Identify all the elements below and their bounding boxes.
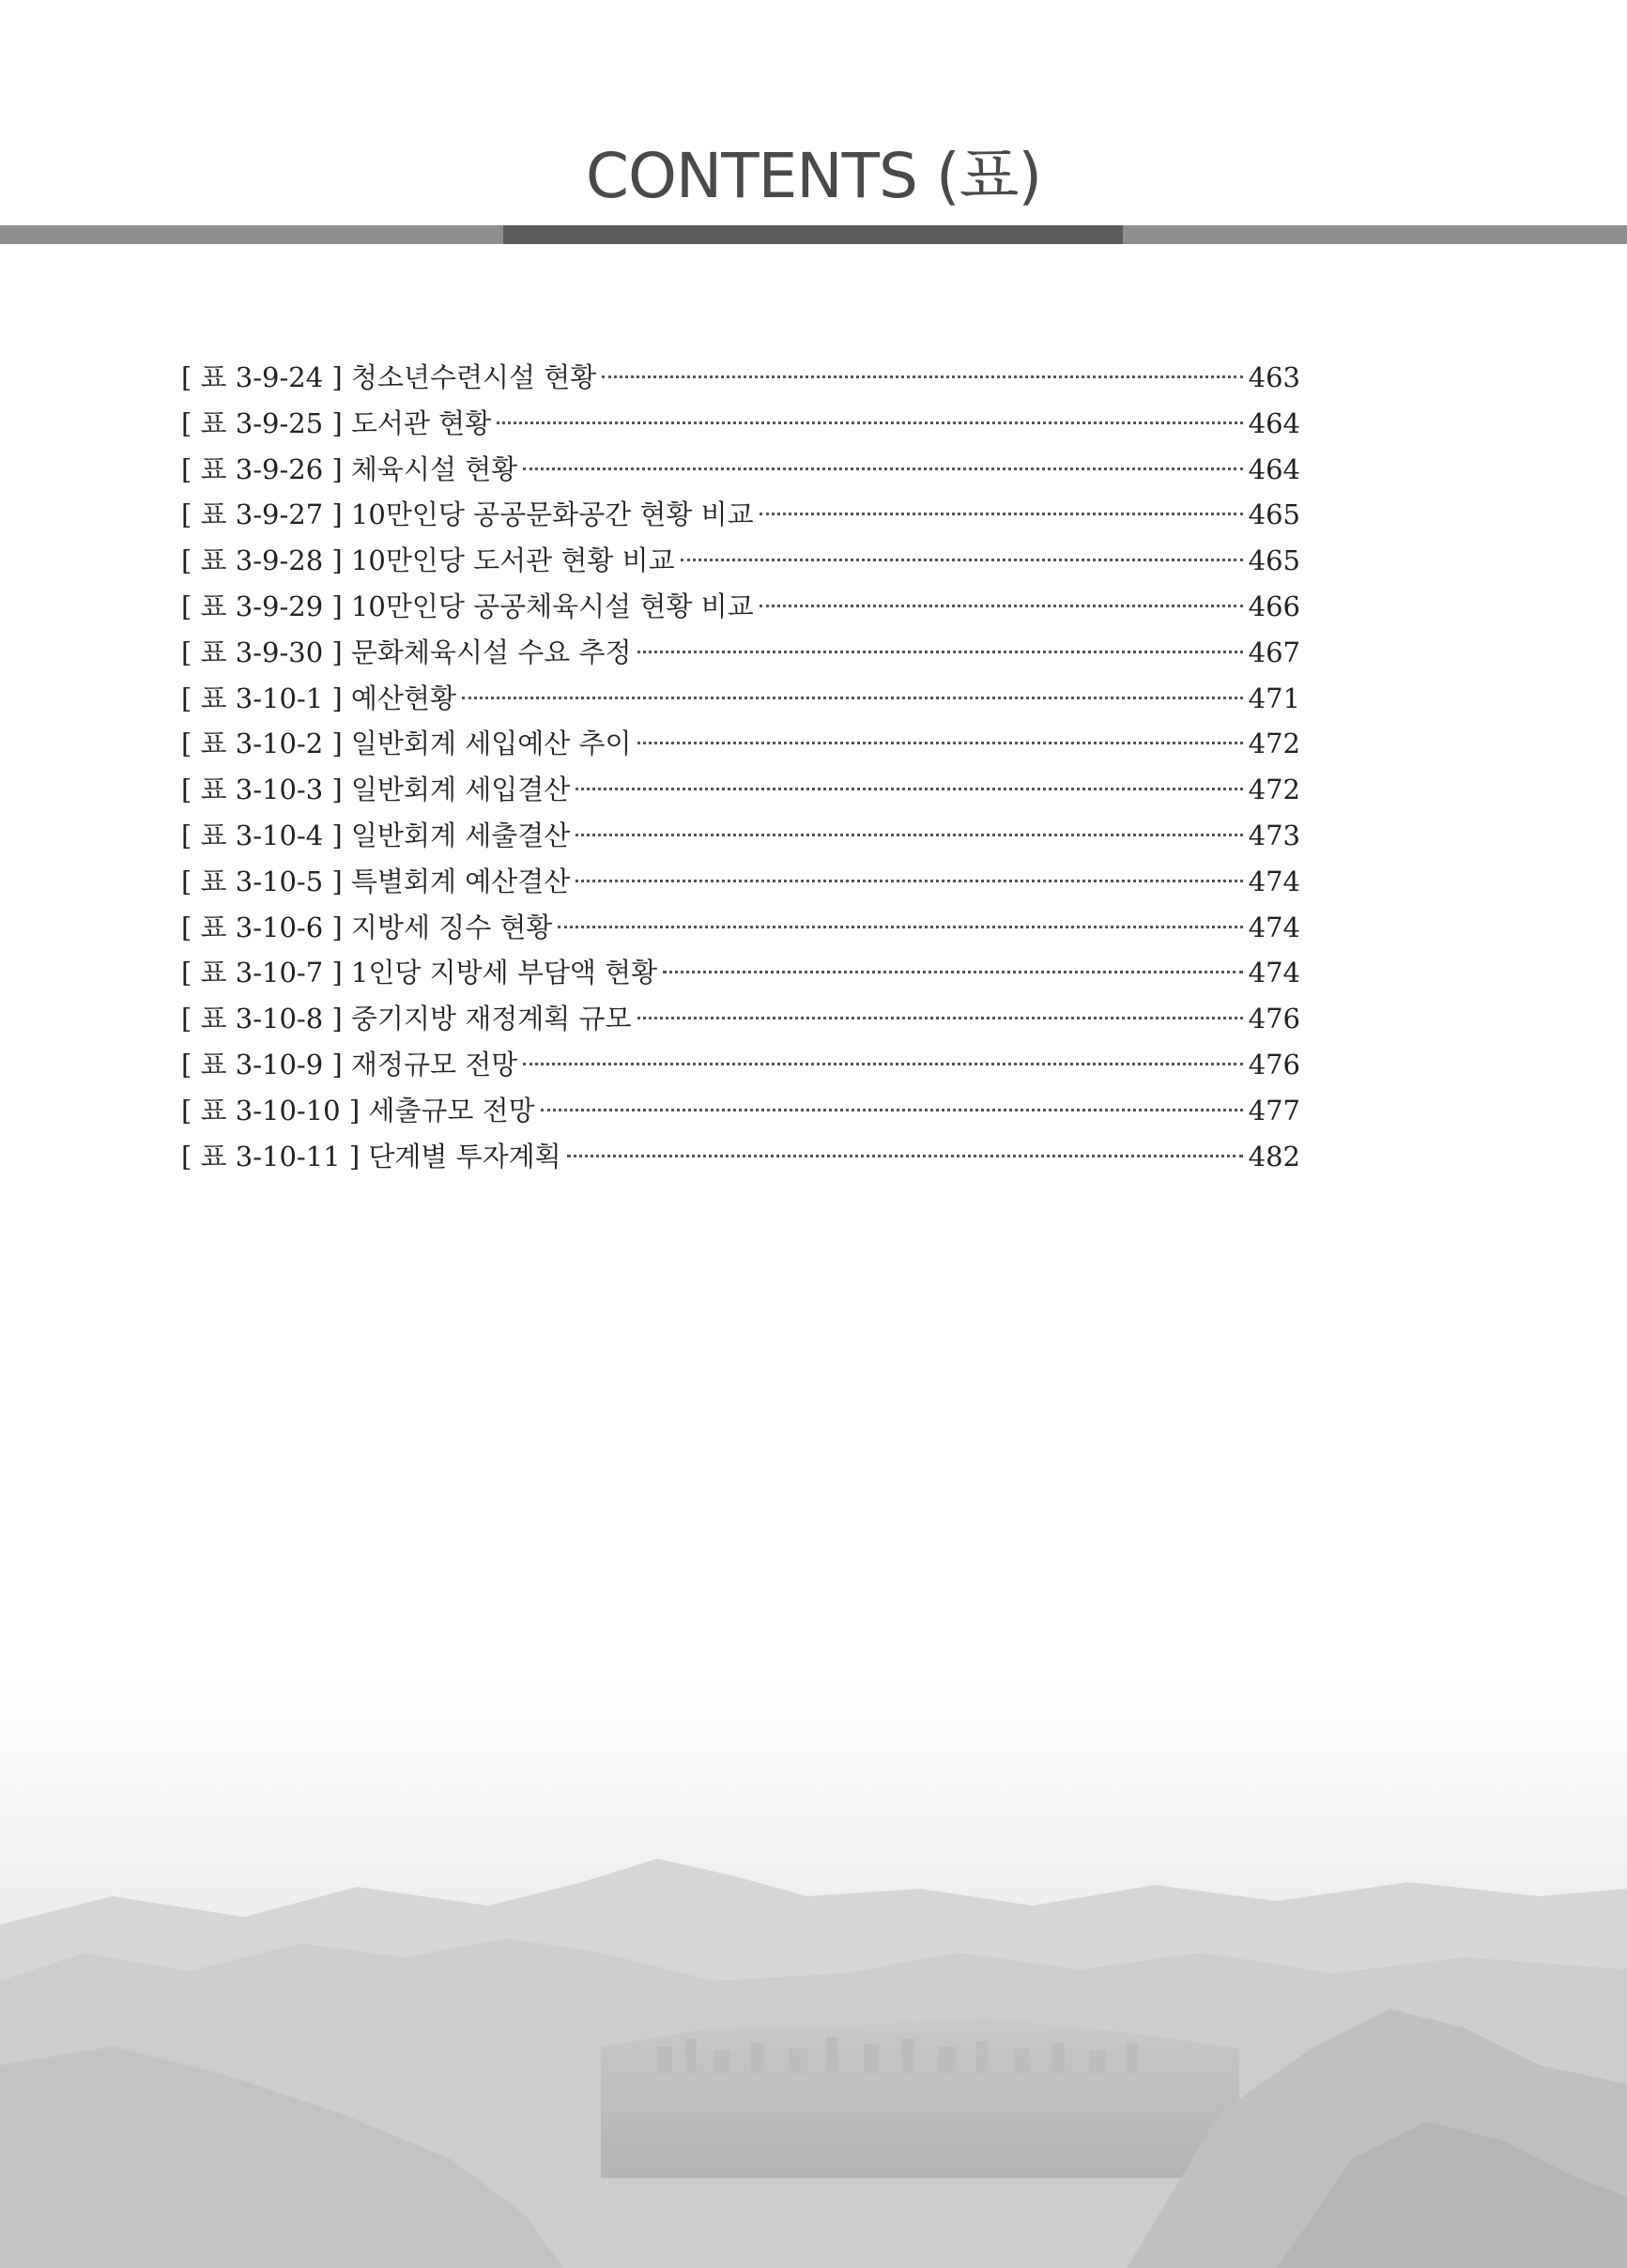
toc-entry-label: [ 표 3-10-7 ] 1인당 지방세 부담액 현황 [181, 957, 658, 989]
toc-leader-dots [523, 467, 1242, 470]
toc-entry[interactable] [181, 767, 1300, 813]
toc-entry-label: [ 표 3-10-8 ] 중기지방 재정계획 규모 [181, 1003, 632, 1035]
toc-entry-page: 472 [1248, 774, 1300, 806]
toc-entry-page: 476 [1248, 1003, 1300, 1035]
toc-entry[interactable] [181, 355, 1300, 401]
toc-entry[interactable] [181, 1088, 1300, 1134]
toc-leader-dots [637, 742, 1243, 744]
toc-entry-page: 465 [1248, 544, 1300, 577]
toc-entry-page: 472 [1248, 728, 1300, 760]
toc-entry[interactable] [181, 584, 1300, 630]
toc-entry-label: [ 표 3-10-6 ] 지방세 징수 현황 [181, 911, 553, 943]
header-divider-center [503, 225, 1123, 244]
toc-entry-page: 473 [1248, 819, 1300, 851]
toc-entry[interactable] [181, 1134, 1300, 1180]
toc-entry-page: 465 [1248, 498, 1300, 531]
background-landscape-image [0, 1671, 1627, 2268]
toc-entry-label: [ 표 3-9-24 ] 청소년수련시설 현황 [181, 361, 597, 393]
toc-entry-label: [ 표 3-9-29 ] 10만인당 공공체육시설 현황 비교 [181, 590, 754, 622]
toc-entry-page: 471 [1248, 682, 1300, 714]
toc-leader-dots [541, 1109, 1243, 1111]
toc-leader-dots [462, 697, 1243, 699]
toc-leader-dots [602, 375, 1242, 378]
toc-entry-label: [ 표 3-10-10 ] 세출규모 전망 [181, 1094, 535, 1126]
toc-entry[interactable] [181, 538, 1300, 584]
toc-entry-page: 466 [1248, 590, 1300, 622]
toc-entry-label: [ 표 3-10-5 ] 특별회계 예산결산 [181, 865, 571, 897]
toc-entry-page: 463 [1248, 361, 1300, 393]
toc-entry-page: 474 [1248, 865, 1300, 897]
header-divider-right [1123, 225, 1627, 244]
toc-entry-page: 464 [1248, 406, 1300, 439]
toc-entry-label: [ 표 3-10-1 ] 예산현황 [181, 682, 456, 714]
toc-leader-dots [567, 1155, 1243, 1157]
toc-leader-dots [681, 559, 1243, 561]
page-title: CONTENTS (표) [585, 140, 1042, 212]
toc-entry-page: 482 [1248, 1140, 1300, 1172]
toc-entry[interactable] [181, 676, 1300, 722]
toc-leader-dots [497, 421, 1242, 424]
toc-leader-dots [576, 788, 1242, 790]
toc-entry-page: 474 [1248, 911, 1300, 943]
toc-entry[interactable] [181, 905, 1300, 951]
table-of-contents [181, 355, 1300, 1179]
toc-leader-dots [637, 651, 1243, 653]
header-divider-left [0, 225, 503, 244]
toc-leader-dots [663, 971, 1242, 973]
toc-entry[interactable] [181, 813, 1300, 859]
toc-entry-label: [ 표 3-9-25 ] 도서관 현황 [181, 406, 492, 439]
toc-leader-dots [576, 880, 1242, 882]
toc-entry[interactable] [181, 492, 1300, 538]
toc-entry-page: 477 [1248, 1094, 1300, 1126]
toc-entry[interactable] [181, 447, 1300, 493]
toc-entry-label: [ 표 3-9-26 ] 체육시설 현황 [181, 452, 518, 485]
toc-entry[interactable] [181, 401, 1300, 447]
toc-entry[interactable] [181, 630, 1300, 676]
toc-leader-dots [637, 1017, 1243, 1019]
toc-leader-dots [760, 513, 1243, 515]
toc-entry[interactable] [181, 1042, 1300, 1088]
toc-entry[interactable] [181, 950, 1300, 996]
toc-leader-dots [760, 605, 1243, 607]
toc-leader-dots [558, 926, 1242, 928]
toc-entry-page: 464 [1248, 452, 1300, 485]
toc-leader-dots [523, 1063, 1242, 1065]
toc-entry-page: 474 [1248, 957, 1300, 989]
toc-entry-label: [ 표 3-9-30 ] 문화체육시설 수요 추정 [181, 636, 632, 668]
toc-entry-label: [ 표 3-10-9 ] 재정규모 전망 [181, 1048, 518, 1080]
toc-entry[interactable] [181, 721, 1300, 767]
toc-leader-dots [576, 834, 1242, 836]
toc-entry-label: [ 표 3-9-27 ] 10만인당 공공문화공간 현황 비교 [181, 498, 754, 531]
toc-entry[interactable] [181, 996, 1300, 1042]
toc-entry-page: 467 [1248, 636, 1300, 668]
toc-entry[interactable] [181, 859, 1300, 905]
toc-entry-label: [ 표 3-10-3 ] 일반회계 세입결산 [181, 774, 571, 806]
toc-entry-label: [ 표 3-9-28 ] 10만인당 도서관 현황 비교 [181, 544, 675, 577]
toc-entry-label: [ 표 3-10-2 ] 일반회계 세입예산 추이 [181, 728, 632, 760]
toc-entry-label: [ 표 3-10-4 ] 일반회계 세출결산 [181, 819, 571, 851]
toc-entry-page: 476 [1248, 1048, 1300, 1080]
toc-entry-label: [ 표 3-10-11 ] 단계별 투자계획 [181, 1140, 561, 1172]
